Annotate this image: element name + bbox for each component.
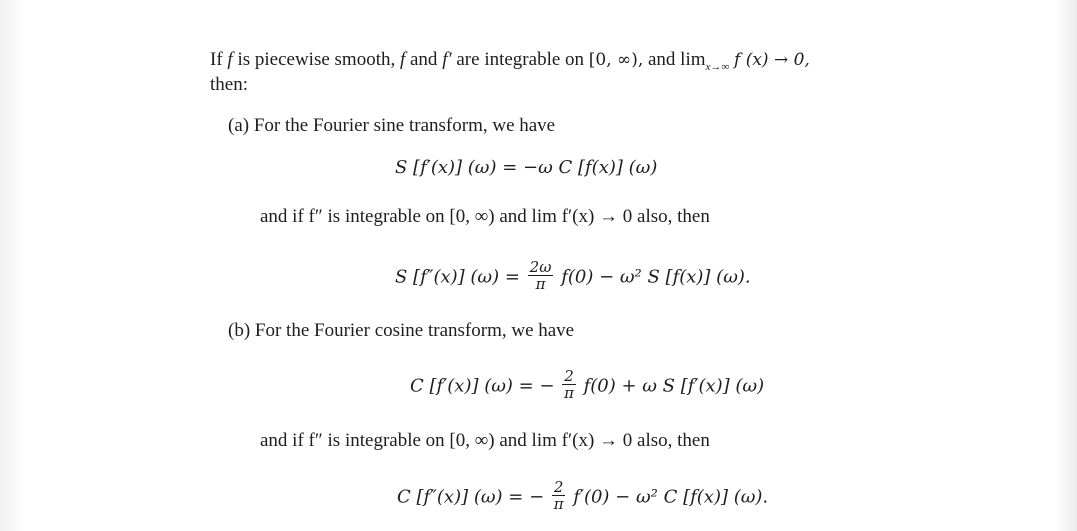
page-shadow-right [1055,0,1077,531]
intro-limit-subscript: x→∞ [705,61,730,73]
part-b-fraction-1-denominator: π [564,384,574,402]
symbol-f: f [399,49,406,70]
intro-limit-expression: f (x) → 0, [734,50,810,70]
intro-interval: [0, ∞), [588,50,644,70]
intro-line-2 [210,74,248,96]
part-a-formula-2-rhs: f(0) − ω² S [f(x)] (ω). [561,266,751,288]
part-a-formula-1-text: S [f′(x)] (ω) = −ω C [f(x)] (ω) [395,157,658,178]
part-b-condition-text: and if f″ is integrable on [0, ∞) and lim f′(x) → 0 also, then [260,430,710,451]
intro-text-piecewise: is piecewise smooth, [237,49,396,70]
part-b-fraction-2-denominator: π [553,495,564,513]
intro-text-lim: and lim [647,49,706,70]
part-a-heading-text: (a) For the Fourier sine transform, we have [228,115,556,136]
part-a-condition-text: and if f″ is integrable on [0, ∞) and lim f′(x) → 0 also, then [260,206,710,227]
part-b-fraction-1-numerator: 2 [564,367,574,385]
part-b-formula-1-lhs: C [f′(x)] (ω) = − [410,375,555,397]
symbol-f-prime: f′ [442,49,452,70]
part-b-fraction-2-numerator: 2 [553,478,564,496]
part-b-formula-2-rhs: f′(0) − ω² C [f(x)] (ω). [573,486,769,508]
page-shadow-left [0,0,24,531]
part-b-formula-1 [410,367,765,403]
part-b-fraction-1 [562,368,576,401]
part-b-heading-text: (b) For the Fourier cosine transform, we have [228,320,575,341]
intro-text-then: then: [210,74,248,95]
intro-line-1 [210,49,810,73]
intro-text-if: If [210,49,223,70]
intro-text-integrable: are integrable on [456,49,585,70]
part-a-fraction-numerator: 2ω [529,258,552,276]
part-a-formula-2-lhs: S [f″(x)] (ω) = [395,266,520,288]
part-b-formula-2-lhs: C [f″(x)] (ω) = − [397,486,545,508]
part-b-heading [228,320,574,342]
intro-text-and: and [410,49,438,70]
part-b-fraction-2 [552,479,566,512]
part-a-fraction-denominator: π [535,275,546,293]
part-b-formula-2 [397,478,769,514]
symbol-f: f [227,49,233,70]
part-a-fraction [528,259,554,292]
part-a-heading [228,115,555,137]
part-b-condition [260,430,710,452]
part-a-formula-2 [395,258,751,294]
part-b-formula-1-rhs: f(0) + ω S [f′(x)] (ω) [583,375,765,397]
part-a-formula-1 [395,157,657,179]
part-a-condition [260,206,710,228]
